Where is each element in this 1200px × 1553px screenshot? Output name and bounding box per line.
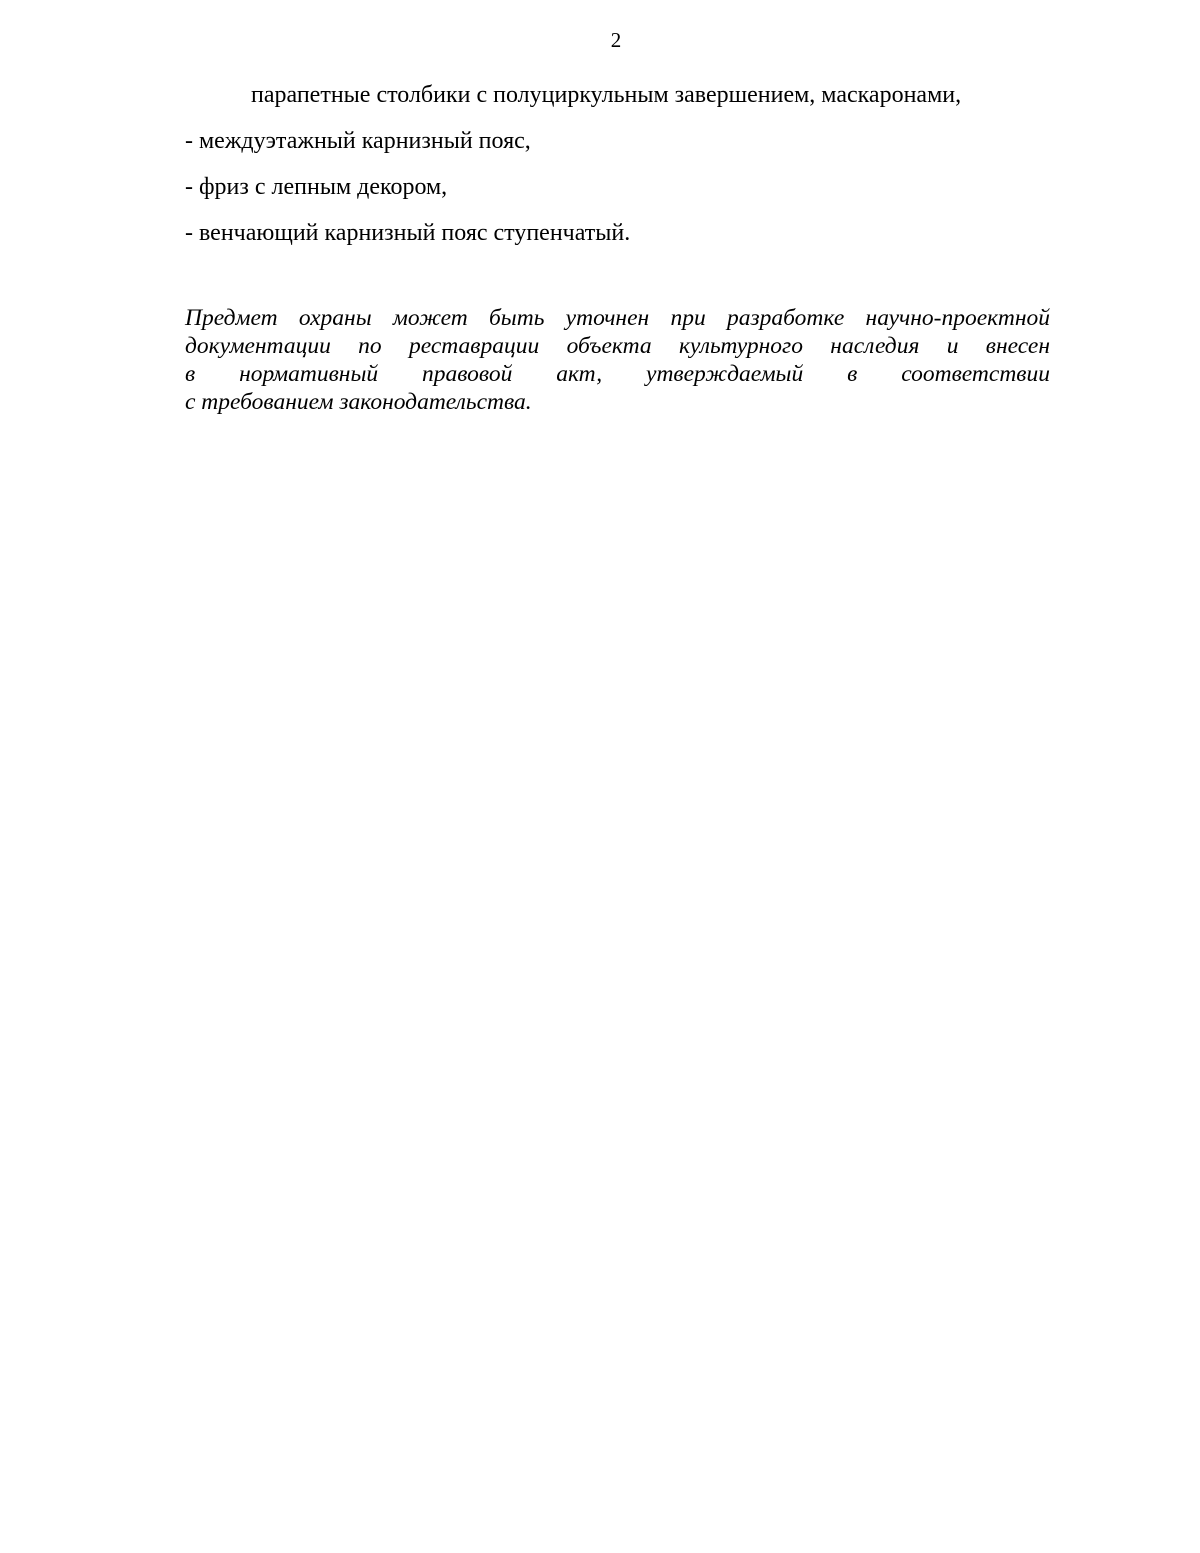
page-number: 2 — [610, 28, 622, 52]
note-line: в нормативный правовой акт, утверждаемый в соответствии — [185, 361, 1050, 387]
list-item: - венчающий карнизный пояс ступенчатый. — [185, 220, 631, 246]
protected-elements-list — [185, 80, 1045, 264]
list-item: - фриз с лепным декором, — [185, 174, 448, 200]
list-item: - междуэтажный карнизный пояс, — [185, 128, 531, 154]
list-continuation: парапетные столбики с полуциркульным завершением, маскаронами, — [251, 82, 962, 108]
note-line: Предмет охраны может быть уточнен при разработке научно-проектной — [185, 305, 1050, 331]
note-line: документации по реставрации объекта культурного наследия и внесен — [185, 333, 1050, 359]
note-line: с требованием законодательства. — [185, 389, 532, 415]
protection-note-paragraph — [185, 304, 1050, 416]
